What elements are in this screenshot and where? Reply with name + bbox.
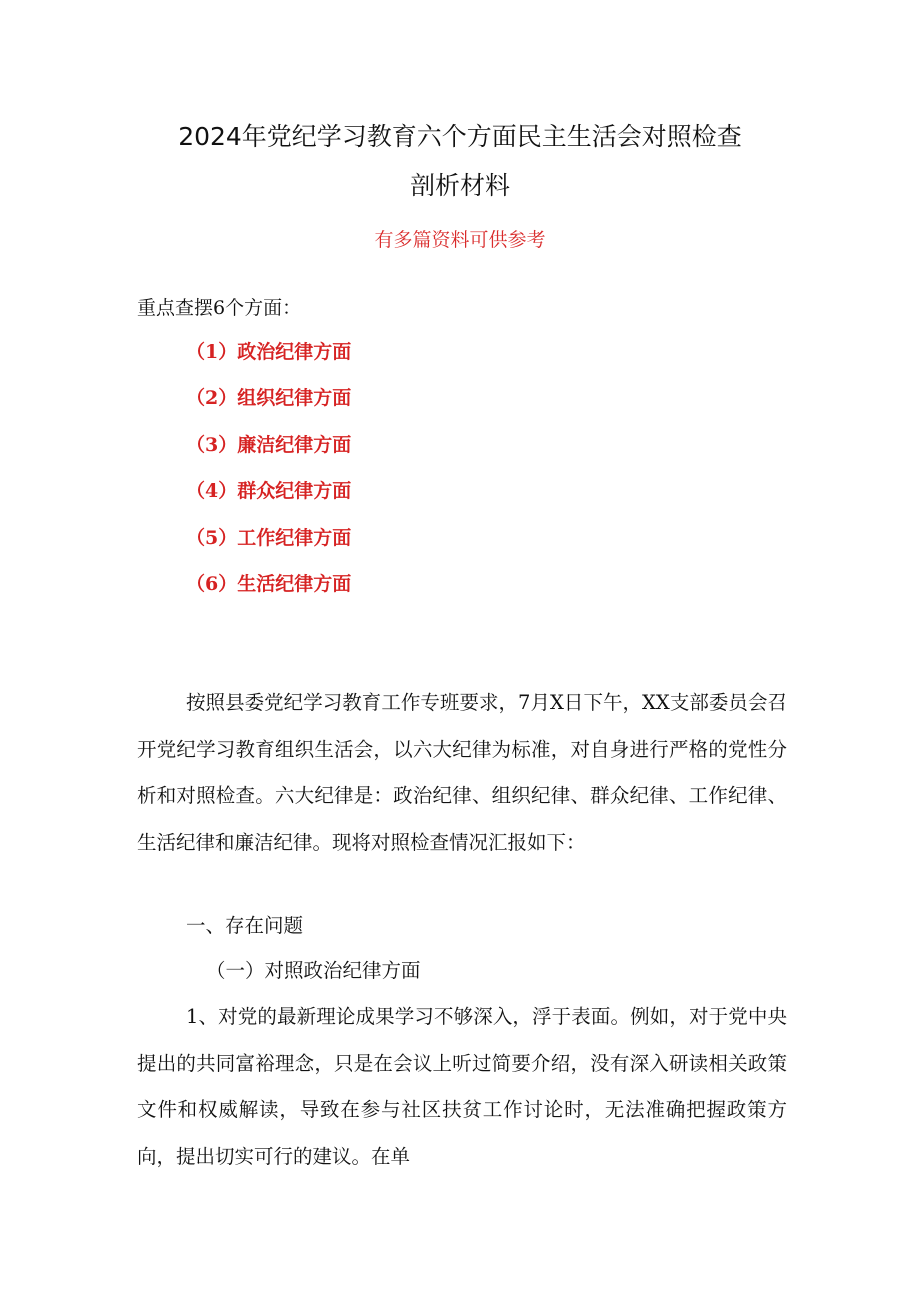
focus-list bbox=[186, 338, 351, 616]
focus-item: （2）组织纪律方面 bbox=[186, 387, 352, 410]
document-subtitle: 有多篇资料可供参考 bbox=[374, 229, 546, 251]
intro-paragraph: 按照县委党纪学习教育工作专班要求，7月X日下午，XX支部委员会召开党纪学习教育组织生活会，以六大纪律为标准，对自身进行严格的党性分析和对照检查。六大纪律是：政治纪律、组织纪律、群众纪律、工作纪律、生活纪律和廉洁纪律。现将对照检查情况汇报如下： bbox=[137, 691, 787, 854]
focus-item: （1）政治纪律方面 bbox=[186, 341, 352, 363]
document-title-line-2: 剖析材料 bbox=[409, 171, 510, 200]
focus-intro: 重点查摆6个方面： bbox=[137, 297, 302, 319]
focus-item: （6）生活纪律方面 bbox=[186, 572, 352, 595]
focus-item: （5）工作纪律方面 bbox=[186, 526, 352, 549]
subsection-heading: （一）对照政治纪律方面 bbox=[206, 959, 421, 982]
section-heading: 一、存在问题 bbox=[186, 914, 304, 937]
focus-item: （3）廉洁纪律方面 bbox=[186, 433, 352, 456]
focus-item: （4）群众纪律方面 bbox=[186, 480, 352, 503]
document-title-line-1: 2024年党纪学习教育六个方面民主生活会对照检查 bbox=[178, 122, 742, 151]
body-paragraph: 1、对党的最新理论成果学习不够深入，浮于表面。例如，对于党中央提出的共同富裕理念，只是在会议上听过简要介绍，没有深入研读相关政策文件和权威解读，导致在参与社区扶贫工作讨论时，无法准确把握政策方向，提出切实可行的建议。在单 bbox=[137, 1005, 787, 1168]
